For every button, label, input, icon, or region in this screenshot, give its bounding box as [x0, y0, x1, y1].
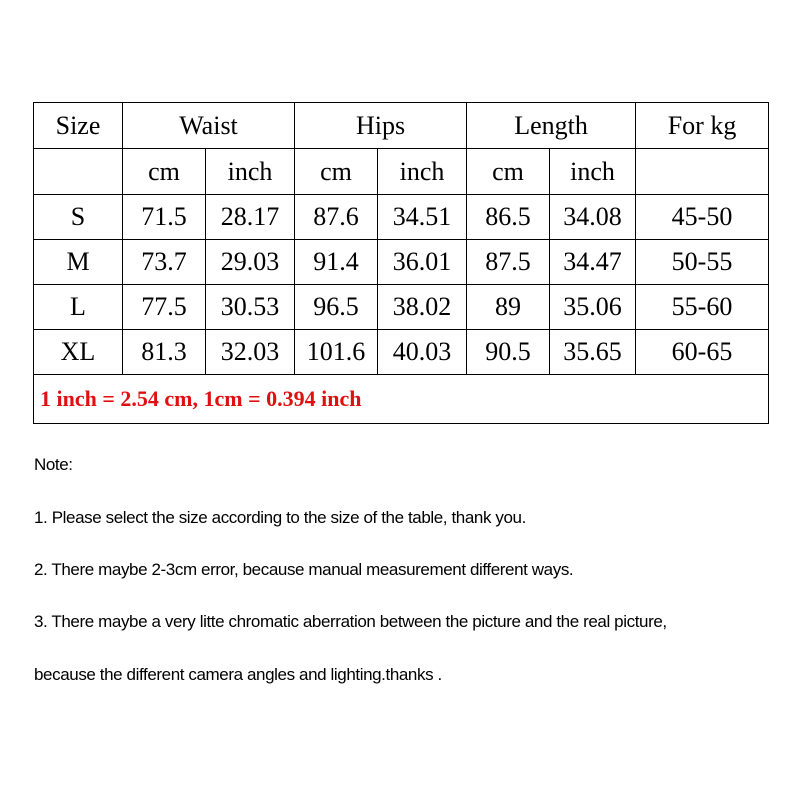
size-cell: L [34, 285, 123, 330]
size-cell: M [34, 240, 123, 285]
value-cell: 87.6 [295, 195, 378, 240]
unit-cell: inch [378, 149, 467, 195]
table-row [34, 285, 769, 330]
value-cell: 71.5 [123, 195, 206, 240]
header-row [34, 103, 769, 149]
unit-cell: cm [295, 149, 378, 195]
header-size: Size [34, 103, 123, 149]
value-cell: 28.17 [206, 195, 295, 240]
value-cell: 34.47 [550, 240, 636, 285]
header-length: Length [467, 103, 636, 149]
note-item: 3. There maybe a very litte chromatic aberration between the picture and the real picture, [34, 612, 667, 631]
unit-cell: inch [206, 149, 295, 195]
size-cell: XL [34, 330, 123, 375]
kg-cell: 60-65 [636, 330, 769, 375]
value-cell: 73.7 [123, 240, 206, 285]
note-item: 1. Please select the size according to the size of the table, thank you. [34, 508, 526, 527]
units-blank-cell [636, 149, 769, 195]
value-cell: 81.3 [123, 330, 206, 375]
kg-cell: 50-55 [636, 240, 769, 285]
table-row [34, 195, 769, 240]
value-cell: 77.5 [123, 285, 206, 330]
note-item: because the different camera angles and lighting.thanks . [34, 665, 442, 684]
table-row [34, 330, 769, 375]
header-hips: Hips [295, 103, 467, 149]
value-cell: 32.03 [206, 330, 295, 375]
table-row [34, 240, 769, 285]
value-cell: 34.08 [550, 195, 636, 240]
kg-cell: 45-50 [636, 195, 769, 240]
value-cell: 30.53 [206, 285, 295, 330]
size-chart-table [33, 102, 769, 424]
note-item: 2. There maybe 2-3cm error, because manual measurement different ways. [34, 560, 574, 579]
value-cell: 90.5 [467, 330, 550, 375]
value-cell: 35.06 [550, 285, 636, 330]
value-cell: 40.03 [378, 330, 467, 375]
value-cell: 86.5 [467, 195, 550, 240]
unit-cell: inch [550, 149, 636, 195]
unit-cell: cm [123, 149, 206, 195]
units-row [34, 149, 769, 195]
size-cell: S [34, 195, 123, 240]
notes-title: Note: [34, 455, 73, 474]
conversion-note: 1 inch = 2.54 cm, 1cm = 0.394 inch [34, 375, 769, 424]
conversion-row [34, 375, 769, 424]
kg-cell: 55-60 [636, 285, 769, 330]
value-cell: 35.65 [550, 330, 636, 375]
value-cell: 96.5 [295, 285, 378, 330]
value-cell: 87.5 [467, 240, 550, 285]
unit-cell: cm [467, 149, 550, 195]
value-cell: 38.02 [378, 285, 467, 330]
header-waist: Waist [123, 103, 295, 149]
value-cell: 101.6 [295, 330, 378, 375]
value-cell: 34.51 [378, 195, 467, 240]
value-cell: 89 [467, 285, 550, 330]
units-blank-cell [34, 149, 123, 195]
header-for-kg: For kg [636, 103, 769, 149]
value-cell: 29.03 [206, 240, 295, 285]
value-cell: 36.01 [378, 240, 467, 285]
value-cell: 91.4 [295, 240, 378, 285]
